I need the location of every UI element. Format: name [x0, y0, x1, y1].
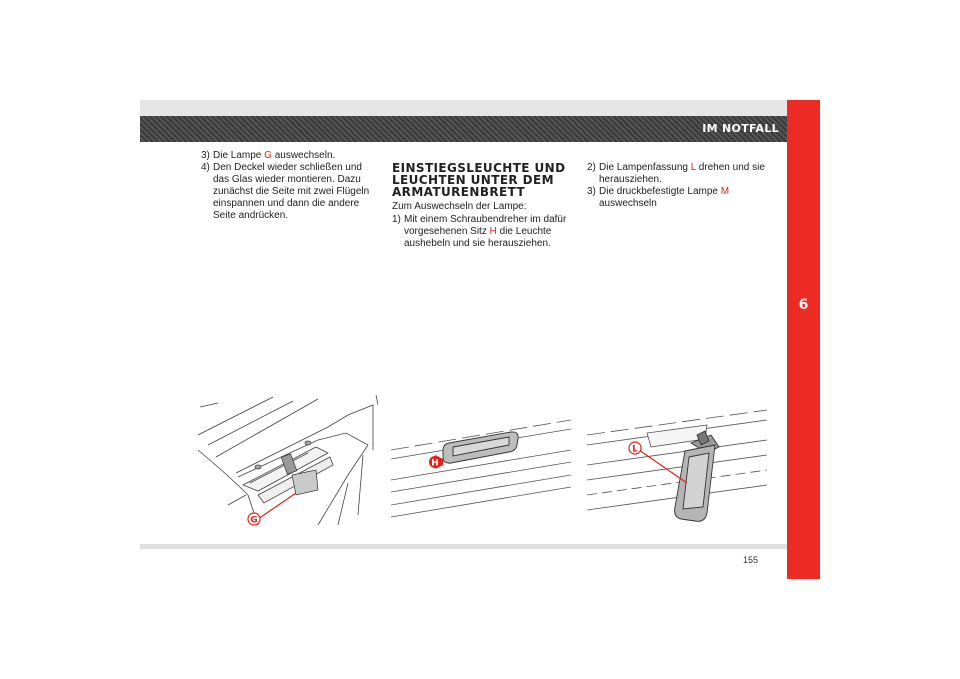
- bottom-band: [140, 544, 787, 549]
- text-column-1: [201, 150, 379, 222]
- step-text: drehen und sie herausziehen.: [599, 162, 765, 185]
- text-column-2: [392, 162, 572, 250]
- step-text: die Leuchte aushebeln und sie herausziehen.: [404, 226, 552, 249]
- illustration-lamp-holder: [587, 395, 767, 530]
- step-text: auswechseln.: [271, 150, 336, 161]
- step-text: Mit einem Schraubendreher im dafür vorgesehenen Sitz: [404, 214, 567, 237]
- ref-label: M: [720, 186, 730, 197]
- step-number: 3): [201, 150, 210, 161]
- top-band: [140, 100, 787, 116]
- step-text: auswechseln: [599, 198, 657, 209]
- step-item: [392, 214, 572, 250]
- step-number: 2): [587, 162, 596, 173]
- ref-label: H: [489, 226, 497, 237]
- illustration-interior-lamp: [198, 395, 378, 530]
- step-text: Die Lampe: [213, 150, 265, 161]
- chapter-number: 6: [798, 297, 809, 313]
- step-number: 4): [201, 162, 210, 173]
- step-number: 3): [587, 186, 596, 197]
- section-header: [140, 116, 787, 142]
- step-item: [201, 162, 379, 222]
- illustration-courtesy-lamp: [391, 395, 571, 530]
- label-l: L: [632, 444, 638, 455]
- text-column-3: [587, 162, 767, 210]
- intro-text: Zum Auswechseln der Lampe:: [392, 201, 527, 212]
- label-g: G: [250, 515, 258, 526]
- label-h: H: [431, 458, 439, 469]
- step-item: [201, 150, 379, 162]
- step-item: [587, 162, 767, 186]
- step-text: Die druckbefestigte Lampe: [599, 186, 721, 197]
- page-number: 155: [743, 555, 759, 565]
- step-text: Den Deckel wieder schließen und das Glas wieder montieren. Dazu zunächst die Seite mit zwei Flügeln einspannen und dann die andere Seite andrücken.: [213, 162, 370, 221]
- step-text: Die Lampenfassung: [599, 162, 691, 173]
- section-heading: EINSTIEGSLEUCHTE UND LEUCHTEN UNTER DEM ARMATURENBRETT: [392, 161, 566, 199]
- step-number: 1): [392, 214, 401, 225]
- section-title: IM NOTFALL: [702, 122, 779, 135]
- ref-label: L: [690, 162, 696, 173]
- step-item: [587, 186, 767, 210]
- ref-label: G: [264, 150, 272, 161]
- chapter-tab: [787, 100, 820, 579]
